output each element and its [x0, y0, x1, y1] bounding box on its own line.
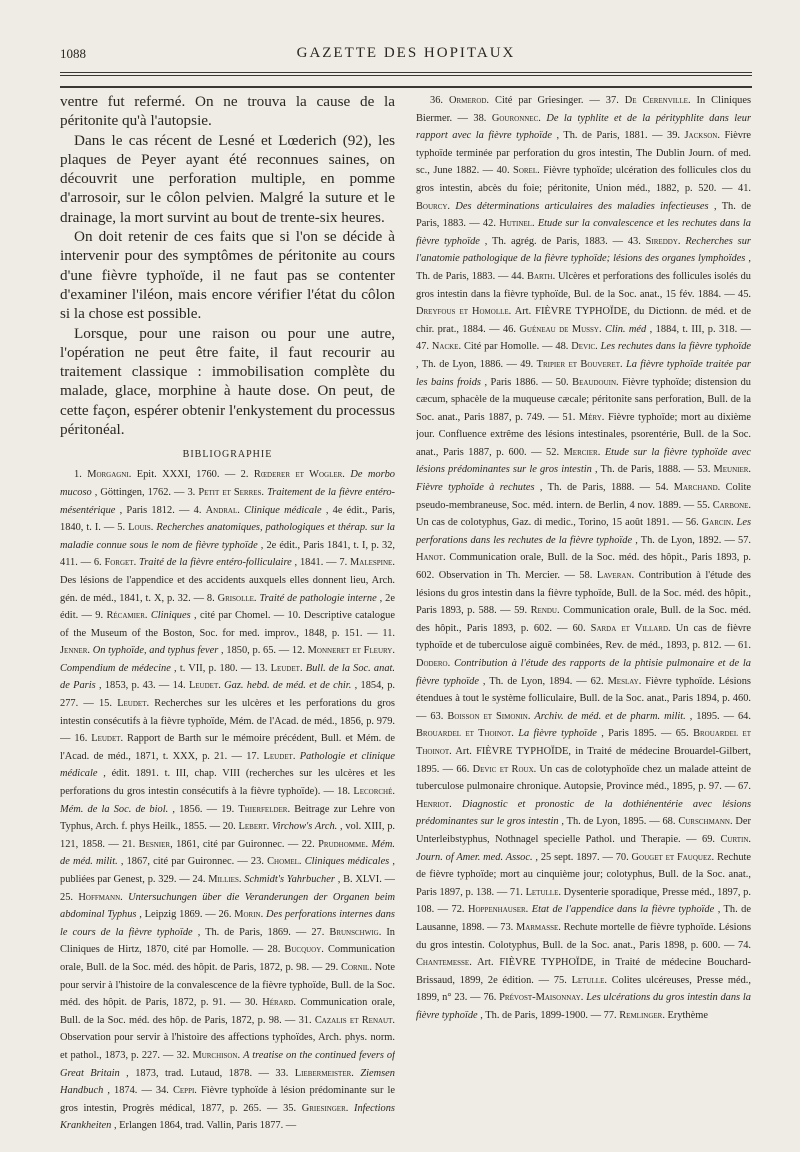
entry-author: Bourcy. — [416, 200, 451, 212]
entry-details: , 1874. — — [107, 1085, 152, 1097]
entry-number: 73. — [500, 921, 514, 933]
entry-title: Les perforations dans les rechutes de la fièvre typhoïde — [416, 517, 751, 546]
entry-number: 69. — [702, 833, 716, 845]
entry-details: , Th. de Paris, 1883. — — [416, 253, 751, 282]
entry-number: 17. — [246, 750, 260, 762]
entry-number: 63. — [430, 710, 444, 722]
entry-details: Art. FIÈVRE TYPHOÏDE, in Traité de médecine Brouardel-Gilbert, 1895. — — [416, 745, 751, 775]
journal-title: GAZETTE DES HOPITAUX — [296, 45, 516, 61]
entry-details: 1861, cité par Guironnec. — — [176, 838, 299, 850]
entry-number: 72. — [451, 904, 465, 916]
entry-author: Grisolle. — [217, 592, 257, 604]
entry-author: Hutinel. — [499, 218, 535, 230]
entry-number: 11. — [382, 627, 395, 639]
entry-details: , 4e édit., Paris, 1840, t. I. — — [60, 504, 395, 534]
entry-number: 44. — [511, 270, 525, 282]
entry-details: , 1850, p. 65. — — [221, 645, 290, 657]
bibliography-entry — [94, 557, 340, 568]
entry-number: 19. — [221, 803, 235, 815]
entry-number: 26. — [218, 909, 232, 921]
bibliography-entry — [416, 764, 751, 793]
entry-title: Pathologie et clinique médicale — [60, 750, 395, 780]
entry-number: 64. — [737, 710, 751, 722]
header-rule-top — [60, 72, 752, 73]
entry-details: Fièvre typhoïde; distension du cæcum, sphacèle de la muqueuse cæcale; péritonite sans perforation, Bull. de la Soc. anat., Paris 1887, p. 749. — — [416, 376, 751, 423]
entry-author: Meslay. — [607, 675, 642, 687]
entry-details: , Th. de Paris, 1888. — — [594, 464, 695, 476]
entry-author: Ormerod. — [448, 95, 490, 106]
entry-number: 37. — [605, 95, 619, 106]
entry-details: , t. VII, p. 180. — — [174, 662, 252, 674]
bibliography-entry — [604, 1010, 708, 1021]
entry-title: Cliniques — [150, 610, 191, 622]
entry-author: Marchand. — [673, 482, 721, 494]
entry-number: 54. — [655, 482, 669, 494]
entry-author: Letulle. — [525, 886, 561, 898]
entry-details: Ulcères et perforations des follicules isolés du gros intestin dans la fièvre typhoïde, Bul. de la Soc. anat., 15 fév. 1884. — — [416, 270, 751, 300]
bibliography-entry — [192, 874, 395, 885]
entry-details: Dysenterie sporadique, Presse méd., 1897, p. 108. — — [416, 886, 751, 916]
entry-author: Laveran. — [596, 570, 635, 582]
entry-number: 29. — [325, 961, 339, 973]
entry-author: Leudet. — [263, 750, 296, 762]
entry-number: 53. — [697, 464, 711, 476]
entry-details: Art. FIÈVRE TYPHOÏDE, in Traité de médecine Bouchard-Brissaud, 1899, 2e édition. — — [416, 957, 751, 986]
entry-author: Millies. — [208, 874, 242, 885]
entry-details: , Th. agrég. de Paris, 1883. — — [484, 235, 623, 247]
entry-details: Der Unterleibstyphus, Nothnagel specielle Pathol. und Therapie. — — [416, 816, 751, 845]
entry-author: Murchison. — [192, 1049, 241, 1061]
entry-number: 32. — [176, 1049, 190, 1061]
entry-author: Henriot. — [416, 798, 452, 810]
entry-author: Hoffmann. — [78, 891, 123, 903]
entry-number: 46. — [502, 323, 516, 335]
entry-author: Beaudouin. — [572, 376, 619, 388]
entry-author: Sorel. — [513, 165, 540, 177]
entry-author: Ceppi. — [172, 1085, 197, 1097]
entry-number: 20. — [222, 821, 236, 833]
entry-author: Leudet. — [270, 662, 303, 674]
entry-number: 43. — [627, 235, 641, 247]
entry-author: Remlinger. — [619, 1009, 665, 1021]
right-column — [416, 92, 751, 1137]
entry-author: Curtin. — [720, 833, 751, 845]
entry-number: 22. — [301, 838, 315, 850]
entry-details: Rapport de Barth sur le mémoire précédent, Bull. et Mém. de l'Acad. de méd., 1871, t. XXX, p. 21. — — [60, 733, 395, 762]
entry-details: , Th. de Lyon, 1895. — — [561, 816, 660, 828]
entry-author: Morgagni. — [87, 469, 132, 481]
entry-author: Barth. — [527, 270, 556, 282]
entry-details: , 1853, p. 43. — — [98, 680, 170, 692]
entry-number: 51. — [562, 411, 576, 423]
entry-author: Devic et Roux. — [472, 763, 537, 775]
entry-details: Beitrage zur Lehre von Typhus, Arch. f. phys Heilk., 1855. — — [60, 803, 395, 833]
bibliography-heading: BIBLIOGRAPHIE — [182, 449, 273, 461]
bibliography-entry — [430, 711, 738, 722]
entry-author: Leudet. — [188, 680, 221, 692]
entry-number: 16. — [74, 733, 88, 745]
entry-title: Compendium de médecine — [60, 662, 171, 674]
entry-author: Besnier, — [138, 838, 173, 850]
entry-details: Rechute de fièvre typhoïde; mort au cinquième jour; colotyphus, Bull. de la Soc. anat., Paris 1897, p. 138. — — [416, 851, 751, 898]
entry-title: Untersuchungen über die Veranderungen der Organen beim abdominal Typhus — [60, 891, 395, 921]
entry-number: 23. — [250, 856, 264, 868]
entry-number: 60. — [572, 622, 586, 634]
entry-details: , 1895. — — [689, 710, 735, 722]
column-top-rule — [60, 86, 752, 88]
entry-author: Nacke. — [431, 341, 462, 353]
entry-details: Fièvre typhoïde terminée par perforation du gros intestin, The Dublin Journ. of med. sc., June 1882. — — [416, 130, 751, 177]
entry-details: , Th. de Lyon, 1892. — — [635, 534, 735, 546]
entry-number: 24. — [192, 874, 206, 885]
entry-title: Journ. of Amer. med. Assoc. — [416, 851, 533, 863]
entry-details: , B. XLVI. — — [337, 874, 395, 885]
entry-author: Brunschwig. — [329, 926, 382, 938]
entry-title: La fièvre typhoïde traitée par les bains froids — [416, 358, 751, 388]
page-number: 1088 — [60, 46, 86, 61]
entry-number: 66. — [456, 763, 470, 775]
entry-details: , Th. de Paris, 1881. — — [556, 130, 663, 142]
entry-details: , 25 sept. 1897. — — [535, 851, 613, 863]
entry-details: Communication orale, Bull. de la Soc. méd. des hôpit. de Paris, 1872, p. 98. — — [60, 944, 395, 973]
entry-author: Malespine. — [350, 557, 395, 569]
entry-author: Dreyfous et Homolle. — [416, 306, 512, 318]
entry-title: Archiv. de méd. et de pharm. milit. — [534, 710, 686, 722]
entry-number: 61. — [737, 640, 751, 652]
entry-author: Jackson. — [684, 130, 720, 142]
entry-details: , Paris 1886. — — [484, 376, 553, 388]
header-rule-bottom — [60, 75, 752, 76]
entry-details: Rechute mortelle de fièvre typhoïde. Lésions du gros intestin. Colotyphus, Bull. de la Soc. anat., Paris 1898, p. 600. — — [416, 921, 751, 951]
entry-number: 33. — [275, 1067, 289, 1079]
entry-title: Infections Krankheiten — [60, 1102, 395, 1132]
entry-details: , Paris 1812. — — [119, 504, 190, 516]
entry-details: , publiées par Genest, p. 329. — — [60, 856, 395, 885]
entry-details: , 1873, trad. Lutaud, 1878. — — [126, 1067, 269, 1079]
entry-number: 4. — [193, 504, 202, 516]
entry-number: 58. — [579, 570, 593, 582]
entry-number: 13. — [254, 662, 268, 674]
entry-details: Colite pseudo-membraneuse, Soc. méd. intern. de Berlin, 4 nov. 1889. — — [416, 482, 751, 511]
entry-number: 1. — [74, 469, 82, 481]
entry-number: 77. — [603, 1009, 617, 1021]
entry-author: Cazalis et Renaut. — [314, 1014, 395, 1026]
entry-author: Curschmann. — [678, 816, 733, 828]
entry-title: Recherches anatomiques, pathologiques et thérap. sur la maladie connue sous le nom de fièvre typhoïde — [60, 522, 395, 551]
entry-title: Des déterminations articulaires des maladies infectieuses — [455, 200, 709, 212]
entry-number: 40. — [496, 165, 510, 177]
entry-title: Les ulcérations du gros intestin dans la fièvre typhoïde — [416, 992, 751, 1021]
entry-number: 18. — [337, 786, 351, 798]
entry-number: 56. — [685, 517, 699, 529]
entry-author: Chantemesse. — [416, 957, 472, 969]
entry-author: Hanot. — [416, 552, 446, 564]
bibliography-entry — [416, 341, 555, 352]
entry-title: Etat de l'appendice dans la fièvre typhoïde — [531, 904, 715, 916]
entry-details: Fièvre typhoïde à lésion prédominante sur le gros intestin, Progrès médical, 1877, p. 265. — — [60, 1085, 395, 1114]
entry-number: 59. — [514, 605, 528, 617]
entry-author: Prudhomme. — [318, 838, 369, 850]
entry-number: 12. — [291, 645, 305, 657]
entry-number: 2. — [240, 469, 249, 481]
entry-author: Bucquoy. — [284, 944, 324, 956]
entry-details: Fièvre typhoïde; ulcération des follicules clos du gros intestin, abcès du foie; péritonite, Union méd., 1882, p. 520. — — [416, 165, 751, 194]
entry-title: Les rechutes dans la fièvre typhoïde — [600, 341, 751, 353]
entry-details: Cité par Griesinger. — — [495, 95, 600, 106]
entry-details: Note pour servir à l'histoire de la convalescence de la fièvre typhoïde, Bull. de la Soc. méd. des hôpit. de Paris, 1872, p. 91. — — [60, 961, 395, 1009]
entry-details: , Th. de Lausanne, 1898. — — [416, 904, 751, 933]
entry-author: Louis. — [128, 522, 154, 534]
bibliography-entry — [95, 610, 287, 621]
entry-title: Traité de la fièvre entéro-folliculaire — [139, 557, 292, 569]
entry-author: Chomel. — [267, 856, 302, 868]
entry-details: Descriptive catalogue of the Museum of the Boston, Soc. for med. improv., 1848, p. 151. — — [60, 610, 395, 639]
entry-author: Griesinger. — [301, 1102, 349, 1114]
entry-author: Devic. — [571, 341, 598, 353]
entry-title: On typhoïde, and typhus fever — [92, 645, 219, 657]
entry-number: 48. — [555, 341, 569, 353]
left-column — [60, 92, 395, 1137]
entry-details: , vol. XIII, p. 121, 1858. — — [60, 821, 395, 850]
entry-title: Etude sur la fièvre typhoïde avec lésions prédominantes sur le gros intestin — [416, 446, 751, 476]
entry-title: Traité de pathologie interne — [259, 592, 377, 604]
entry-number: 5. — [117, 522, 126, 534]
entry-author: Mercier. — [563, 446, 601, 458]
entry-details: , Th. de Paris, 1883. — — [416, 200, 751, 230]
entry-number: 15. — [98, 698, 112, 710]
entry-author: Thierfelder. — [238, 803, 291, 815]
bibliography-entry — [503, 324, 751, 335]
entry-number: 41. — [738, 182, 751, 194]
entry-number: 6. — [93, 557, 102, 569]
entry-details: Communication orale, Bull. de la Soc. méd. des hôpit., Paris 1893, p. 602. Observation in Th. Mercier. — — [416, 552, 751, 582]
entry-author: Gouget et Fauquez. — [631, 851, 715, 863]
entry-title: Fièvre typhoïde à rechutes — [416, 482, 535, 494]
entry-details: Art. FIÈVRE TYPHOÏDE, du Dictionn. de méd. et de chir. prat., 1884. — — [416, 306, 751, 335]
entry-author: Monneret et Fleury. — [307, 645, 395, 657]
entry-author: Garcin. — [701, 517, 734, 529]
entry-details: , 1854, p. 277. — — [60, 680, 395, 710]
entry-author: Brouardel et Thoinot. — [416, 728, 751, 757]
entry-number: 31. — [298, 1014, 312, 1026]
entry-details: , 1867, cité par Guironnec. — — [120, 856, 248, 868]
entry-details: , 1841. — — [294, 557, 337, 569]
bibliography-entry — [60, 469, 241, 480]
entry-title: Ziemsen Handbuch — [60, 1067, 395, 1097]
entry-number: 65. — [675, 728, 689, 740]
entry-number: 71. — [509, 886, 523, 898]
entry-number: 42. — [482, 218, 496, 230]
entry-details: , Th. de Paris, 1869. — — [197, 926, 307, 938]
entry-number: 74. — [738, 939, 751, 951]
entry-number: 14. — [172, 680, 186, 692]
entry-author: Morin. — [234, 909, 264, 921]
entry-author: Meunier. — [713, 464, 751, 476]
entry-author: Hérard. — [262, 997, 297, 1009]
entry-title: De morbo mucoso — [60, 469, 395, 498]
entry-details: Fièvre typhoïde; mort au dixième jour. Confluence extrême des lésions intestinales, psorentérie, Bull. de la Soc. anat., Paris 1887, p. 600. — — [416, 411, 751, 458]
entry-details: , Paris 1895. — — [601, 728, 672, 740]
entry-author: De Cerenville. — [624, 95, 691, 106]
entry-number: 76. — [483, 992, 497, 1004]
entry-details: , édit. 1891. t. III, chap. VIII (recherches sur les ulcères et les perforations du gros intestin consécutifs à la fièvre typhoïde). — — [60, 768, 395, 798]
bibliography-entry — [122, 839, 301, 850]
entry-number: 35. — [283, 1102, 297, 1114]
entry-title: A treatise on the continued fevers of Great Britain — [60, 1049, 395, 1079]
entry-author: Prévost-Maisonnay. — [499, 992, 584, 1004]
entry-author: Rendu. — [530, 605, 560, 617]
entry-number: 8. — [206, 592, 215, 604]
entry-title: Diagnostic et pronostic de la dothiénentérie avec lésions prédominantes sur le gros intestin — [416, 798, 751, 828]
entry-author: Andral. — [205, 504, 240, 516]
entry-details: , Erlangen 1864, trad. Vallin, Paris 1877. — — [113, 1120, 297, 1132]
entry-number: 45. — [738, 288, 751, 300]
entry-number: 38. — [473, 112, 487, 124]
entry-author: Letulle. — [571, 974, 607, 986]
entry-details: Observation pour servir à l'histoire des affections typhoïdes, Arch. phys. norm. et pathol., 1873, p. 227. — — [60, 1032, 395, 1061]
entry-number: 36. — [430, 95, 443, 106]
article-body — [60, 92, 395, 439]
entry-details: Epit. XXXI, 1760. — — [136, 469, 236, 481]
entry-author: Gouronnec. — [491, 112, 541, 124]
entry-details: Colites ulcéreuses, Presse méd., 1899, n° 23. — — [416, 974, 751, 1004]
entry-author: Rœderer et Wogler. — [253, 469, 345, 481]
body-paragraph: ventre fut refermé. On ne trouva la cause de la péritonite qu'à l'autopsie. — [60, 93, 395, 130]
entry-number: 67. — [738, 781, 751, 793]
entry-author: Récamier. — [106, 610, 148, 622]
entry-number: 52. — [546, 446, 560, 458]
entry-title: Cliniques médicales — [304, 856, 390, 868]
entry-title: De la typhlite et de la pérityphlite dans leur rapport avec la fièvre typhoïde — [416, 112, 751, 142]
entry-number: 39. — [667, 130, 680, 142]
entry-title: Clinique médicale — [244, 504, 322, 516]
entry-author: Leudet. — [117, 698, 150, 710]
entry-number: 9. — [95, 610, 104, 622]
entry-author: Boisson et Simonin. — [447, 710, 531, 722]
entry-details: Communication orale, Bull. de la Soc. méd. des hôp. de Paris, 1872, p. 98. — — [60, 997, 395, 1026]
entry-number: 47. — [416, 341, 429, 353]
entry-details: In Cliniques de Hirtz, 1870, cité par Homolle. — — [60, 926, 395, 956]
entry-number: 62. — [590, 675, 604, 687]
entry-number: 50. — [555, 376, 569, 388]
body-paragraph: Dans le cas récent de Lesné et Lœderich (92), les plaques de Peyer ayant été reconnues saines, on découvrit une perforation multiple, en pomme d'arrosoir, sur le côlon pelvien. Malgré la suture et le drainage, la mort survint au bout de trente-six heures. — [60, 131, 395, 226]
entry-number: 7. — [339, 557, 348, 569]
entry-title: Clin. méd — [605, 323, 647, 335]
entry-number: 3. — [187, 486, 196, 498]
entry-number: 75. — [553, 974, 567, 986]
entry-author: Marmasse. — [515, 921, 561, 933]
entry-number: 55. — [696, 499, 710, 511]
entry-author: Leudet. — [91, 733, 124, 745]
entry-number: 30. — [244, 997, 258, 1009]
entry-details: Erythème — [667, 1009, 708, 1021]
entry-details: Fièvre typhoïde. Lésions étendues à tout le système folliculaire, Bull. de la Soc. anat., Paris 1894, p. 460. — — [416, 675, 751, 722]
entry-details: Un cas de fièvre typhoïde et de tuberculose aiguë combinées, Rev. de méd., 1893, p. 812. — — [416, 622, 751, 652]
entry-number: 57. — [738, 534, 751, 546]
entry-title: Traitement de la fièvre entéro-mésentérique — [60, 486, 395, 516]
entry-details: In Cliniques Biermer. — — [416, 95, 751, 124]
entry-details: Contribution à l'étude des lésions du gros intestin dans la fièvre typhoïde, Bull. de la Soc. méd. des hôpit., Paris 1893, p. 588. — — [416, 570, 751, 617]
entry-author: Jenner. — [60, 645, 90, 657]
entry-details: , cité par Chomel. — — [194, 610, 285, 622]
entry-number: 25. — [60, 891, 73, 903]
entry-author: Brouardel et Thoinot. — [416, 728, 514, 740]
entry-number: 10. — [287, 610, 301, 622]
entry-title: Schmidt's Yahrbucher — [244, 874, 335, 885]
entry-title: Mém. de la Soc. de biol. — [60, 803, 169, 815]
bibliography-list — [60, 466, 395, 1135]
entry-author: Guéneau de Mussy. — [519, 323, 602, 335]
entry-details: , 1884, t. III, p. 318. — — [649, 323, 751, 335]
entry-author: Lecorché. — [353, 786, 395, 798]
entry-details: Des lésions de l'appendice et des accidents auxquels elles donnent lieu, Arch. gén. de méd., 1841, t. X, p. 32. — — [60, 574, 395, 604]
entry-details: , 1856. — — [172, 803, 218, 815]
entry-details: , Göttingen, 1762. — — [94, 486, 185, 498]
entry-title: Etude sur la convalescence et les rechutes dans la fièvre typhoïde — [416, 218, 751, 247]
entry-title: Mém. de méd. milit. — [60, 838, 395, 868]
entry-number: 49. — [520, 358, 534, 370]
entry-details: , Th. de Paris, 1888. — — [539, 482, 651, 494]
entry-author: Sarda et Villard. — [590, 622, 671, 634]
entry-author: Dodero. — [416, 658, 451, 669]
entry-details: Cité par Homolle. — — [463, 341, 553, 353]
entry-number: 68. — [662, 816, 676, 828]
bibliography-list-continued — [416, 92, 751, 1024]
entry-title: La fièvre typhoïde — [518, 728, 597, 740]
entry-title: Contribution à l'étude des rapports de la phtisie pulmonaire et de la fièvre typhoïde — [416, 658, 751, 687]
entry-number: 27. — [311, 926, 325, 938]
entry-details: , 2e édit. — — [60, 592, 395, 622]
entry-number: 28. — [267, 944, 281, 956]
entry-author: Tripier et Bouveret. — [536, 358, 623, 370]
entry-details: , Th. de Lyon, 1894. — — [482, 675, 587, 687]
entry-author: Petit et Serres. — [198, 486, 265, 498]
entry-details: , Th. de Paris, 1899-1900. — — [480, 1009, 602, 1021]
entry-details: Recherches sur les ulcères et les perforations du gros intestin consécutifs à la fièvre typhoïde, Mém. de l'Acad. de méd., 1856, p. 979. — — [60, 698, 395, 745]
body-paragraph: Lorsque, pour une raison ou pour une autre, l'opération ne peut être faite, il faut recourir au traitement classique : immobilisation complète du malade, glace, morphine à haute dose. On peut, de cette façon, espérer obtenir l'enkystement du processus péritonéal. — [60, 324, 395, 439]
body-paragraph: On doit retenir de ces faits que si l'on se décide à intervenir pour des symptômes de péritonite au cours d'une fièvre typhoïde, il ne faut pas se contenter d'examiner l'iléon, mais encore vérifier l'état du côlon si la chose est possible. — [60, 228, 395, 323]
entry-number: 70. — [615, 851, 629, 863]
entry-author: Hoppenhauser. — [467, 904, 529, 916]
entry-author: Sireddy. — [645, 235, 681, 247]
entry-title: Recherches sur l'anatomie pathologique de la fièvre typhoïde; lésions des organes lymphoïdes — [416, 235, 751, 265]
entry-author: Carbone. — [712, 499, 751, 511]
entry-title: Gaz. hebd. de méd. et de chir. — [224, 680, 352, 692]
entry-details: , 2e édit., Paris 1841, t. I, p. 32, 411. — — [60, 539, 395, 569]
entry-details: Communication orale, Bull. de la Soc. méd. des hôpit., Paris 1893, p. 602. — — [416, 605, 751, 634]
entry-author: Lebert. — [238, 821, 270, 833]
entry-title: Bull. de la Soc. anat. de Paris — [60, 662, 395, 692]
entry-author: Forget. — [104, 557, 137, 569]
entry-title: Des perforations internes dans le cours de la fièvre typhoïde — [60, 909, 395, 938]
entry-author: Méry. — [578, 411, 605, 423]
entry-number: 34. — [155, 1085, 169, 1097]
entry-details: Un cas de colotyphus, Gaz. di medic., Torino, 15 août 1891. — — [416, 517, 683, 529]
entry-details: Un cas de colotyphoïde chez un malade atteint de tuberculose pulmonaire chronique. Autopsie, Province méd., 1895, p. 97. — — [416, 763, 751, 793]
entry-author: Liebermeister. — [294, 1067, 354, 1079]
entry-number: 21. — [122, 838, 136, 850]
entry-author: Cornil. — [341, 961, 372, 973]
entry-details: , Leipzig 1869. — — [139, 909, 216, 921]
entry-details: , Th. de Lyon, 1886. — — [416, 358, 517, 370]
bibliography-entry — [416, 95, 606, 106]
entry-title: Virchow's Arch. — [271, 821, 338, 833]
page-header — [60, 46, 752, 66]
